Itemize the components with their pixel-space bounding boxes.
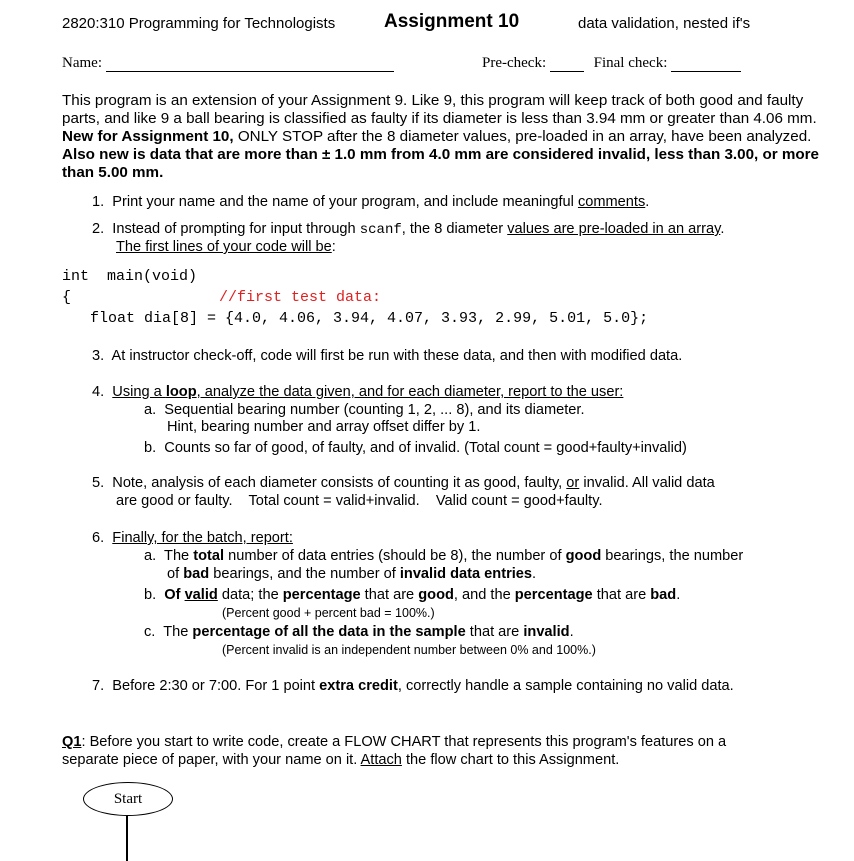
item-number: 4. bbox=[92, 384, 105, 400]
item-6 bbox=[92, 529, 293, 547]
item-6b-note: (Percent good + percent bad = 100%.) bbox=[222, 606, 435, 620]
item-number: 6. bbox=[92, 530, 105, 546]
final-check-label: Final check: bbox=[593, 55, 668, 71]
q1-label: Q1 bbox=[62, 734, 82, 750]
item-underline: or bbox=[566, 475, 580, 491]
sub-text: that are bbox=[360, 587, 419, 603]
item-number: 2. bbox=[92, 221, 105, 237]
item-4a bbox=[144, 401, 585, 419]
sub-bold: Of bbox=[164, 587, 185, 603]
code-line-1: int main(void) bbox=[62, 268, 198, 285]
sub-text: . bbox=[569, 624, 574, 640]
item-number: 3. bbox=[92, 348, 105, 364]
item-number: 1. bbox=[92, 194, 105, 210]
inline-code: scanf bbox=[359, 222, 402, 238]
sub-bold: percentage of all the data in the sample bbox=[192, 624, 466, 640]
item-text: Before 2:30 or 7:00. For 1 point bbox=[112, 678, 320, 694]
item-text: invalid. All valid data bbox=[579, 475, 715, 491]
q1-text: : Before you start to write code, create a FLOW CHART that represents this program's features on a bbox=[81, 734, 727, 750]
item-text: . bbox=[645, 194, 650, 210]
item-number: 5. bbox=[92, 475, 105, 491]
item-text: . bbox=[720, 221, 725, 237]
q1-text: separate piece of paper, with your name on it. bbox=[62, 752, 361, 768]
sub-bold: good bbox=[418, 587, 454, 603]
item-6b bbox=[144, 586, 680, 604]
item-4 bbox=[92, 383, 623, 401]
item-7 bbox=[92, 677, 734, 695]
item-1 bbox=[92, 193, 649, 211]
name-label: Name: bbox=[62, 55, 102, 71]
name-blank bbox=[106, 57, 394, 72]
item-underline: Using a bbox=[112, 384, 166, 400]
item-6c bbox=[144, 623, 574, 641]
sub-bold: total bbox=[193, 548, 225, 564]
sub-text: , and the bbox=[453, 587, 515, 603]
item-text: Print your name and the name of your program, and include meaningful bbox=[112, 194, 578, 210]
item-text: : bbox=[331, 239, 336, 255]
flowchart-connector-line bbox=[126, 816, 128, 861]
item-2 bbox=[92, 220, 724, 239]
intro-bold-2: Also new is data that are more than ± 1.0 mm from 4.0 mm are considered invalid, less than 3.00, or more than 5.00 mm. bbox=[62, 146, 819, 181]
item-3 bbox=[92, 347, 682, 365]
course-title: 2820:310 Programming for Technologists bbox=[62, 15, 336, 32]
code-comment: //first test data: bbox=[219, 289, 382, 306]
sub-label: a. bbox=[144, 548, 157, 564]
item-underline: , analyze the data given, and for each diameter, report to the user: bbox=[196, 384, 624, 400]
item-2-line-2 bbox=[116, 238, 336, 256]
item-6a bbox=[144, 547, 743, 565]
code-line-2 bbox=[62, 287, 382, 308]
sub-text: that are bbox=[592, 587, 651, 603]
item-underline: Finally, for the batch, report: bbox=[112, 530, 293, 546]
sub-text: that are bbox=[465, 624, 524, 640]
sub-text: . bbox=[676, 587, 681, 603]
assignment-title: Assignment 10 bbox=[384, 11, 520, 32]
sub-label: c. bbox=[144, 624, 156, 640]
q1-text: the flow chart to this Assignment. bbox=[401, 752, 620, 768]
assignment-topic: data validation, nested if's bbox=[578, 15, 751, 32]
sub-text: data; the bbox=[217, 587, 283, 603]
item-underline: comments bbox=[577, 194, 646, 210]
sub-text: Sequential bearing number (counting 1, 2, ... 8), and its diameter. bbox=[164, 402, 585, 418]
sub-bold: bad bbox=[650, 587, 677, 603]
sub-text: The bbox=[164, 548, 194, 564]
item-underline: values are pre-loaded in an array bbox=[507, 221, 721, 237]
precheck-blank bbox=[550, 57, 584, 72]
item-4b bbox=[144, 439, 687, 457]
precheck-label: Pre-check: bbox=[482, 55, 547, 71]
sub-bold: percentage bbox=[282, 587, 361, 603]
item-text: , correctly handle a sample containing no valid data. bbox=[397, 678, 734, 694]
sub-text: number of data entries (should be 8), the number of bbox=[224, 548, 566, 564]
q1-underline: Attach bbox=[360, 752, 402, 768]
item-text: Instead of prompting for input through bbox=[112, 221, 360, 237]
item-6c-note: (Percent invalid is an independent number between 0% and 100%.) bbox=[222, 643, 596, 657]
sub-bold: good bbox=[565, 548, 602, 564]
item-4a-line-2: Hint, bearing number and array offset differ by 1. bbox=[167, 419, 481, 435]
item-5 bbox=[92, 474, 715, 492]
item-number: 7. bbox=[92, 678, 105, 694]
question-1 bbox=[62, 733, 726, 769]
name-check-row bbox=[62, 55, 394, 72]
code-line-3: float dia[8] = {4.0, 4.06, 3.94, 4.07, 3.93, 2.99, 5.01, 5.0}; bbox=[90, 310, 649, 327]
item-text: , the 8 diameter bbox=[401, 221, 508, 237]
sub-bold: bad bbox=[183, 566, 210, 582]
sub-text: . bbox=[532, 566, 537, 582]
item-bold: loop bbox=[165, 384, 197, 400]
sub-label: b. bbox=[144, 440, 157, 456]
check-fields bbox=[482, 55, 741, 72]
sub-label: a. bbox=[144, 402, 157, 418]
sub-text: of bbox=[167, 566, 184, 582]
flowchart-start-label: Start bbox=[113, 790, 143, 807]
sub-bold: percentage bbox=[514, 587, 593, 603]
sub-bold: invalid bbox=[523, 624, 570, 640]
code-brace: { bbox=[62, 289, 72, 306]
intro-text-2: ONLY STOP after the 8 diameter values, pre-loaded in an array, have been analyzed. bbox=[233, 128, 812, 145]
item-underline: The first lines of your code will be bbox=[116, 239, 332, 255]
item-text: At instructor check-off, code will first be run with these data, and then with modified data. bbox=[111, 348, 683, 364]
sub-label: b. bbox=[144, 587, 157, 603]
sub-text: bearings, and the number of bbox=[209, 566, 400, 582]
intro-paragraph bbox=[62, 92, 822, 182]
item-5-line-2: are good or faulty. Total count = valid+invalid. Valid count = good+faulty. bbox=[116, 493, 603, 509]
sub-text: The bbox=[163, 624, 193, 640]
final-check-blank bbox=[671, 57, 741, 72]
sub-text: bearings, the number bbox=[601, 548, 744, 564]
sub-bold: invalid data entries bbox=[399, 566, 533, 582]
sub-text: Counts so far of good, of faulty, and of invalid. (Total count = good+faulty+invalid) bbox=[164, 440, 687, 456]
item-text: Note, analysis of each diameter consists of counting it as good, faulty, bbox=[112, 475, 567, 491]
item-6a-line-2 bbox=[167, 565, 536, 583]
intro-text-1: This program is an extension of your Assignment 9. Like 9, this program will keep track of both good and faulty parts, and like 9 a ball bearing is classified as faulty if its diameter is less than 3.94 mm or greater than 4.06 mm. bbox=[62, 92, 817, 127]
item-bold: extra credit bbox=[319, 678, 398, 694]
intro-bold-1: New for Assignment 10, bbox=[62, 128, 234, 145]
flowchart-start-oval bbox=[83, 782, 173, 816]
sub-bold-underline: valid bbox=[184, 587, 218, 603]
